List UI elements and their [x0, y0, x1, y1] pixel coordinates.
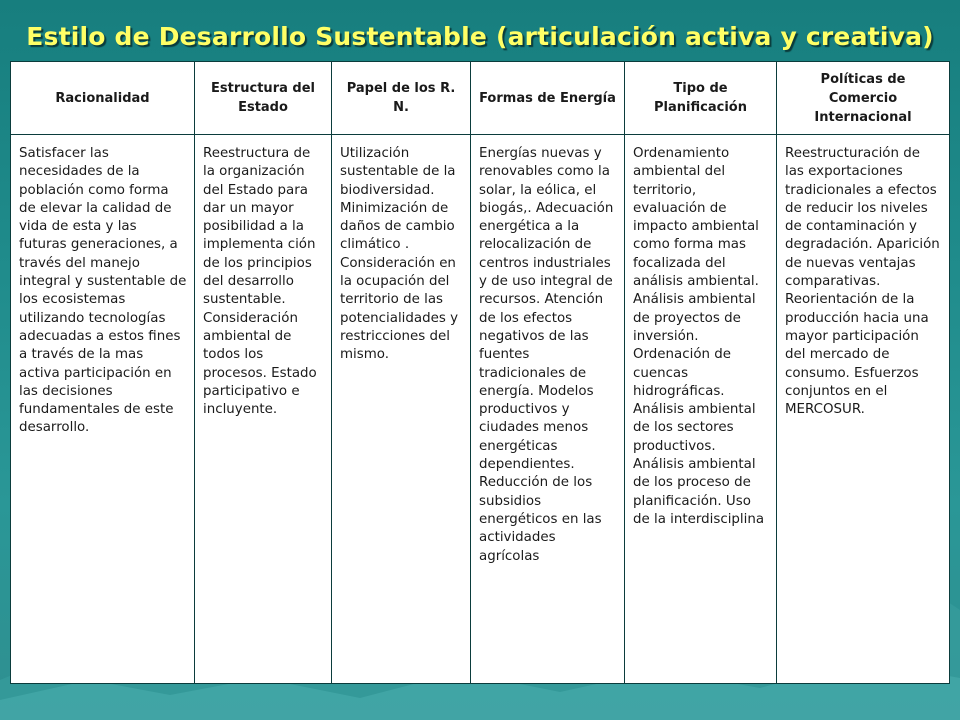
- cell-text: Utilización sustentable de la biodiversidad. Minimización de daños de cambio climático . Consideración en la ocupación del territorio de las potencialidades y restricciones del mismo.: [340, 146, 458, 363]
- cell-tipo-planificacion: [625, 135, 777, 684]
- cell-papel-rn: [332, 135, 471, 684]
- slide-title: Estilo de Desarrollo Sustentable (articulación activa y creativa): [26, 22, 934, 51]
- header-tipo-planificacion: Tipo de Planificación: [625, 62, 777, 135]
- header-politicas-comercio: Políticas de Comercio Internacional: [777, 62, 950, 135]
- table-row: [11, 135, 950, 684]
- header-estructura-estado: Estructura del Estado: [195, 62, 332, 135]
- sustainable-development-table: [10, 61, 950, 684]
- table-header-row: [11, 62, 950, 135]
- cell-formas-energia: [471, 135, 625, 684]
- header-racionalidad: Racionalidad: [11, 62, 195, 135]
- cell-text: Ordenamiento ambiental del territorio, evaluación de impacto ambiental como forma mas focalizada del análisis ambiental. Análisis ambiental de proyectos de inversión. Ordenación de cuencas hidrográficas. Análisis ambiental de los sectores productivos. Análisis ambiental de los proceso de planificación. Uso de la interdisciplina: [633, 146, 765, 527]
- cell-text: Reestructura de la organización del Estado para dar un mayor posibilidad a la implementa ción de los principios del desarrollo sustentable. Consideración ambiental de todos los procesos. Estado participativo e incluyente.: [203, 146, 317, 418]
- cell-estructura-estado: [195, 135, 332, 684]
- header-formas-energia: Formas de Energía: [471, 62, 625, 135]
- cell-text: Satisfacer las necesidades de la población como forma de elevar la calidad de vida de esta y las futuras generaciones, a través del manejo integral y sustentable de los ecosistemas utilizando tecnologías adecuadas a estos fines a través de la mas activa participación en las decisiones fundamentales de este desarrollo.: [19, 146, 187, 436]
- cell-racionalidad: [11, 135, 195, 684]
- cell-text: Energías nuevas y renovables como la solar, la eólica, el biogás,. Adecuación energética a la relocalización de centros industriales y de uso integral de recursos. Atención de los efectos negativos de las fuentes tradicionales de energía. Modelos productivos y ciudades menos energéticas dependientes. Reducción de los subsidios energéticos en las actividades agrícolas: [479, 146, 614, 564]
- cell-text: Reestructuración de las exportaciones tradicionales a efectos de reducir los niveles de contaminación y degradación. Aparición de nuevas ventajas comparativas. Reorientación de la producción hacia una mayor participación del mercado de consumo. Esfuerzos conjuntos en el MERCOSUR.: [785, 146, 940, 418]
- header-papel-rn: Papel de los R. N.: [332, 62, 471, 135]
- cell-politicas-comercio: [777, 135, 950, 684]
